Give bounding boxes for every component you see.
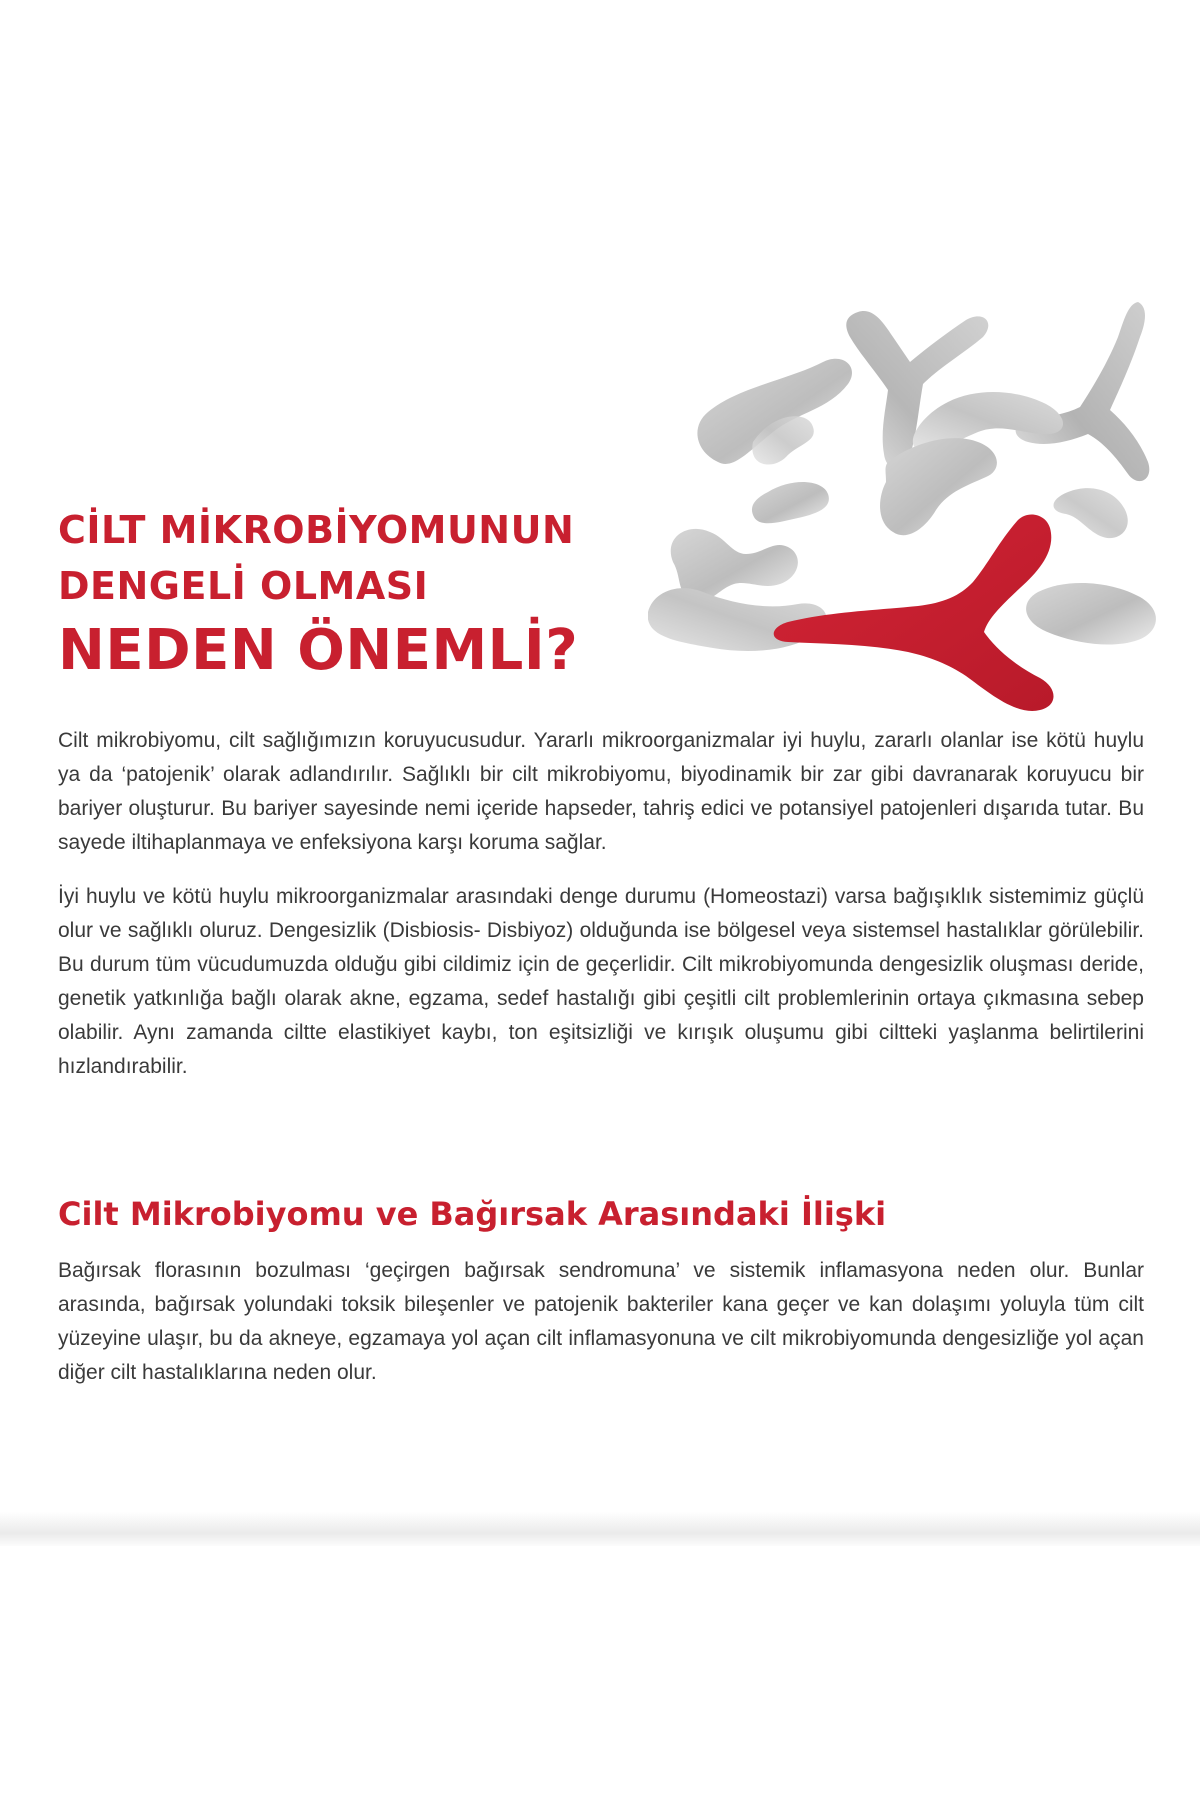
title-line-1: CİLT MİKROBİYOMUNUN	[58, 508, 575, 552]
intro-paragraph: Cilt mikrobiyomu, cilt sağlığımızın koruyucusudur. Yararlı mikroorganizmalar iyi huylu, zararlı olanlar ise kötü huylu ya da ‘patojenik’ olarak adlandırılır. Sağlıklı bir cilt mikrobiyomu, biyodinamik bir zar gibi davranarak koruyucu bir bariyer oluşturur. Bu bariyer sayesinde nemi içeride hapseder, tahriş edici ve potansiyel patojenleri dışarıda tutar. Bu sayede iltihaplanmaya ve enfeksiyona karşı koruma sağlar.	[58, 729, 1144, 854]
balance-paragraph: İyi huylu ve kötü huylu mikroorganizmalar arasındaki denge durumu (Homeostazi) varsa bağışıklık sistemimiz güçlü olur ve sağlıklı oluruz. Dengesizlik (Disbiosis- Disbiyoz) olduğunda ise bölgesel veya sistemsel hastalıklar görülebilir. Bu durum tüm vücudumuzda olduğu gibi cildimiz için de geçerlidir. Cilt mikrobiyomunda dengesizlik oluşması deride, genetik yatkınlığa bağlı olarak akne, egzama, sedef hastalığı gibi çeşitli cilt problemlerinin ortaya çıkmasına sebep olabilir. Aynı zamanda ciltte elastikiyet kaybı, ton eşitsizliği ve kırışık oluşumu gibi ciltteki yaşlanma belirtilerini hızlandırabilir.	[58, 885, 1144, 1078]
microbe-gray-y-right	[1016, 302, 1150, 481]
microbe-gray-ellipse	[1026, 583, 1156, 645]
microbe-gray-bean-2	[752, 482, 829, 523]
page-title	[58, 502, 578, 688]
gut-skin-paragraph: Bağırsak florasının bozulması ‘geçirgen bağırsak sendromuna’ ve sistemik inflamasyona neden olur. Bunlar arasında, bağırsak yolundaki toksik bileşenler ve patojenik bakteriler kana geçer ve kan dolaşımı yoluyla tüm cilt yüzeyine ulaşır, bu da akneye, egzamaya yol açan cilt inflamasyonuna ve cilt mikrobiyomunda dengesizliğe yol açan diğer cilt hastalıklarına neden olur.	[58, 1259, 1144, 1384]
title-line-2: DENGELİ OLMASI	[58, 564, 429, 608]
panel-bottom-shadow	[0, 1512, 1200, 1546]
microbiome-bacteria-icon	[648, 292, 1158, 724]
title-line-3: NEDEN ÖNEMLİ?	[58, 618, 579, 683]
section-heading: Cilt Mikrobiyomu ve Bağırsak Arasındaki İlişki	[58, 1195, 887, 1233]
microbe-gray-worm-3	[1054, 488, 1128, 538]
